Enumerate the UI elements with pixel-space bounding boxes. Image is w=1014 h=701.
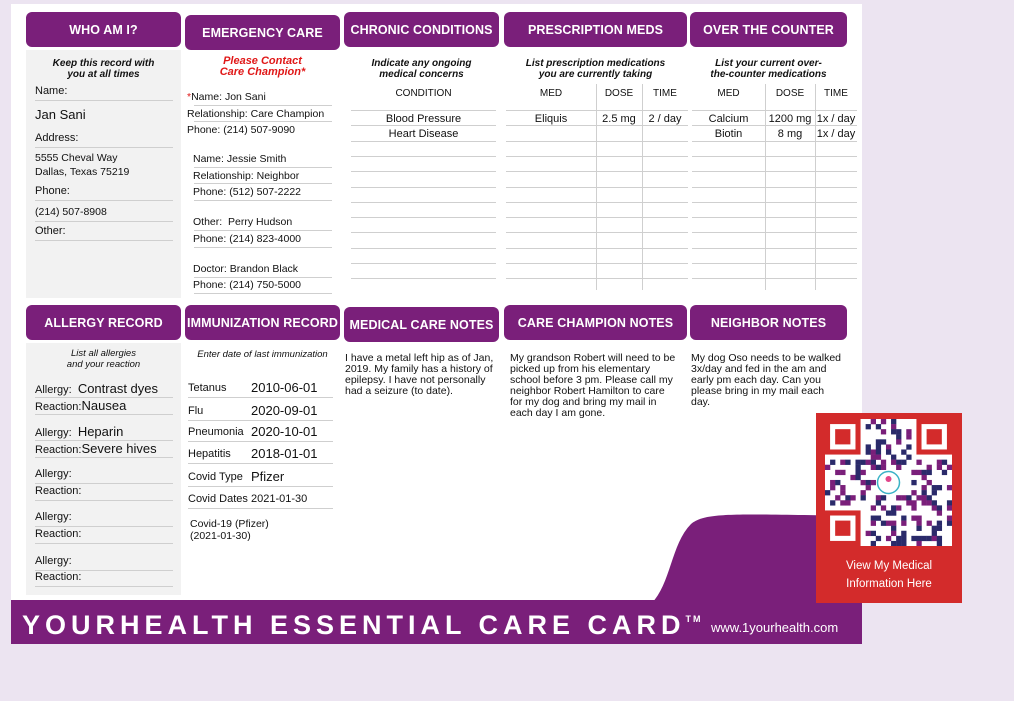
covid-type: Pfizer [251,469,285,484]
reaction-label: Reaction: [35,401,82,413]
qr-caption [816,557,962,593]
phone-label: Phone: [193,233,227,245]
reaction-value: Nausea [81,398,127,413]
phone-value: (214) 750-5000 [229,279,302,291]
qr-code-icon [825,419,952,546]
reaction-value: Severe hives [81,441,157,456]
grid-line [351,187,496,188]
prescription-subtitle-line-1: List prescription medications [525,58,666,69]
contact-name: Jon Sani [224,91,266,103]
time-cell: 1x / day [816,128,856,140]
address-line-1: 5555 Cheval Way [35,152,118,164]
time-cell: 2 / day [648,113,682,125]
time-cell: 1x / day [816,113,856,125]
grid-line [351,171,496,172]
chronic-subtitle-line-1: Indicate any ongoing [371,58,472,69]
allergy-value: Heparin [77,424,124,439]
footer-swoosh [11,4,862,644]
med-column-header: MED [539,88,563,99]
covid-dates: 2021-01-30 [251,493,308,505]
grid-line [692,110,857,111]
med-column-header: MED [717,88,740,99]
med-cell: Biotin [714,128,743,140]
condition-row: Blood Pressure [385,113,462,125]
dose-cell: 8 mg [777,128,803,140]
name-label: Name: [191,91,223,103]
grid-line [692,263,857,264]
phone-value: (214) 507-9090 [223,124,296,136]
immunization-label: Hepatitis [188,448,231,460]
note-line: epilepsy. I have not personally [345,374,486,386]
who-subtitle-line-1: Keep this record with [52,58,155,69]
note-line: picked up from his elementary [510,363,651,375]
grid-line [351,125,496,126]
reaction-label: Reaction: [35,485,82,497]
qr-caption-line-1: View My Medical [845,560,933,572]
reaction-label: Reaction: [35,571,82,583]
dose-cell: 1200 mg [768,113,812,125]
immunization-date: 2018-01-01 [251,446,318,461]
time-column-header: TIME [653,88,677,99]
grid-line [506,263,688,264]
relationship-value: Care Champion [250,108,325,120]
note-line: My grandson Robert will need to be [510,352,676,364]
grid-line [642,84,643,290]
brand-text: YOURHEALTH ESSENTIAL CARE CARD [22,610,686,640]
grid-line [351,156,496,157]
medical-care-notes-header: MEDICAL CARE NOTES [344,307,499,342]
phone-value: (214) 823-4000 [229,233,302,245]
reaction-label: Reaction: [35,444,82,456]
grid-line [506,141,688,142]
required-star: * [187,91,192,103]
time-column-header: TIME [824,88,848,99]
phone-label: Phone: [35,185,70,197]
care-card [11,4,862,644]
brand-title [22,610,703,641]
immunization-label: Covid Dates [188,493,248,505]
grid-line [506,202,688,203]
other-value: Perry Hudson [228,216,293,228]
otc-subtitle-line-1: List your current over- [715,58,822,69]
immunization-label: Pneumonia [188,426,244,438]
med-cell: Calcium [708,113,749,125]
grid-line [506,125,688,126]
immunization-label: Tetanus [188,382,227,394]
grid-line [692,171,857,172]
condition-row: Heart Disease [388,128,459,140]
grid-line [692,187,857,188]
allergy-value: Contrast dyes [77,381,159,396]
prescription-meds-header: PRESCRIPTION MEDS [504,12,687,47]
note-line: neighbor Robert Hamilton to care [510,385,665,397]
note-line: My dog Oso needs to be walked [691,352,842,364]
phone-label: Phone: [193,186,227,198]
grid-line [506,110,688,111]
grid-line [765,84,766,290]
allergy-subtitle-line-1: List all allergies [71,348,136,359]
grid-line [351,110,496,111]
chronic-subtitle-line-2: medical concerns [379,69,464,80]
doctor-label: Doctor: [193,263,227,275]
otc-subtitle-line-2: the-counter medications [710,69,827,80]
dose-cell: 2.5 mg [602,113,636,125]
address-line-2: Dallas, Texas 75219 [35,166,130,178]
covid-extra-line-2: (2021-01-30) [190,530,251,542]
grid-line [692,156,857,157]
other-label: Other: [35,225,66,237]
note-line: 3x/day and fed in the am and [691,363,827,375]
phone-value: (512) 507-2222 [229,186,302,198]
grid-line [506,278,688,279]
grid-line [351,202,496,203]
note-line: had a seizure (to date). [345,385,453,397]
grid-line [351,141,496,142]
covid-extra-line-1: Covid-19 (Pfizer) [190,518,269,530]
grid-line [692,125,857,126]
grid-line [506,156,688,157]
grid-line [351,278,496,279]
immunization-label: Flu [188,405,204,417]
grid-line [351,232,496,233]
grid-line [692,278,857,279]
note-line: early pm each day. Can you [691,374,821,386]
grid-line [815,84,816,290]
note-line: day. [691,396,711,408]
grid-line [506,187,688,188]
grid-line [351,217,496,218]
dose-column-header: DOSE [775,88,805,99]
contact-line-2: Care Champion* [219,66,306,78]
who-am-i-header: WHO AM I? [26,12,181,47]
phone-label: Phone: [193,279,227,291]
note-line: please bring in my mail each [691,385,825,397]
immunization-date: 2020-10-01 [251,424,318,439]
note-line: for my dog and bring my mail in [510,396,657,408]
name-label: Name: [35,85,68,97]
grid-line [351,248,496,249]
dose-column-header: DOSE [604,88,634,99]
qr-caption-line-2: Information Here [846,578,932,590]
allergy-label: Allergy: [35,384,72,396]
immunization-date: 2010-06-01 [251,380,318,395]
patient-name: Jan Sani [35,107,86,122]
qr-code-box[interactable] [816,413,962,603]
patient-phone: (214) 507-8908 [35,206,107,218]
doctor-value: Brandon Black [229,263,299,275]
allergy-subtitle-line-2: and your reaction [66,359,141,370]
allergy-label: Allergy: [35,427,72,439]
relationship-label: Relationship: [187,108,248,120]
relationship-value: Neighbor [256,170,300,182]
contact-line-1: Please Contact [223,55,302,67]
grid-line [351,263,496,264]
trademark: TM [685,614,703,624]
prescription-subtitle-line-2: you are currently taking [538,69,653,80]
grid-line [596,84,597,290]
grid-line [692,141,857,142]
note-line: each day I am gone. [510,407,606,419]
relationship-label: Relationship: [193,170,254,182]
who-subtitle-line-2: you at all times [67,69,140,80]
chronic-conditions-header: CHRONIC CONDITIONS [344,12,499,47]
immunization-date: 2020-09-01 [251,403,318,418]
grid-line [506,217,688,218]
contact-name: Jessie Smith [226,153,287,165]
allergy-label: Allergy: [35,555,72,567]
immunization-subtitle: Enter date of last immunization [197,349,328,360]
allergy-label: Allergy: [35,468,72,480]
allergy-label: Allergy: [35,511,72,523]
condition-column-header: CONDITION [395,88,452,99]
reaction-label: Reaction: [35,528,82,540]
emergency-care-header: EMERGENCY CARE [185,15,340,50]
grid-line [692,248,857,249]
grid-line [506,248,688,249]
immunization-record-header: IMMUNIZATION RECORD [185,305,340,340]
note-line: 2019. My family has a history of [345,363,493,375]
care-champion-notes-header: CARE CHAMPION NOTES [504,305,687,340]
grid-line [692,202,857,203]
grid-line [692,217,857,218]
address-label: Address: [35,132,79,144]
website-link[interactable]: www.1yourhealth.com [711,620,839,635]
over-the-counter-header: OVER THE COUNTER [690,12,847,47]
grid-line [506,171,688,172]
note-line: I have a metal left hip as of Jan, [345,352,494,364]
allergy-record-header: ALLERGY RECORD [26,305,181,340]
note-line: school before 3 pm. Please call my [510,374,673,386]
grid-line [692,232,857,233]
qr-code[interactable] [825,419,952,546]
immunization-label: Covid Type [188,471,243,483]
name-label: Name: [193,153,224,165]
phone-label: Phone: [187,124,221,136]
med-cell: Eliquis [534,113,568,125]
neighbor-notes-header: NEIGHBOR NOTES [690,305,847,340]
other-label: Other: [193,216,223,228]
grid-line [506,232,688,233]
